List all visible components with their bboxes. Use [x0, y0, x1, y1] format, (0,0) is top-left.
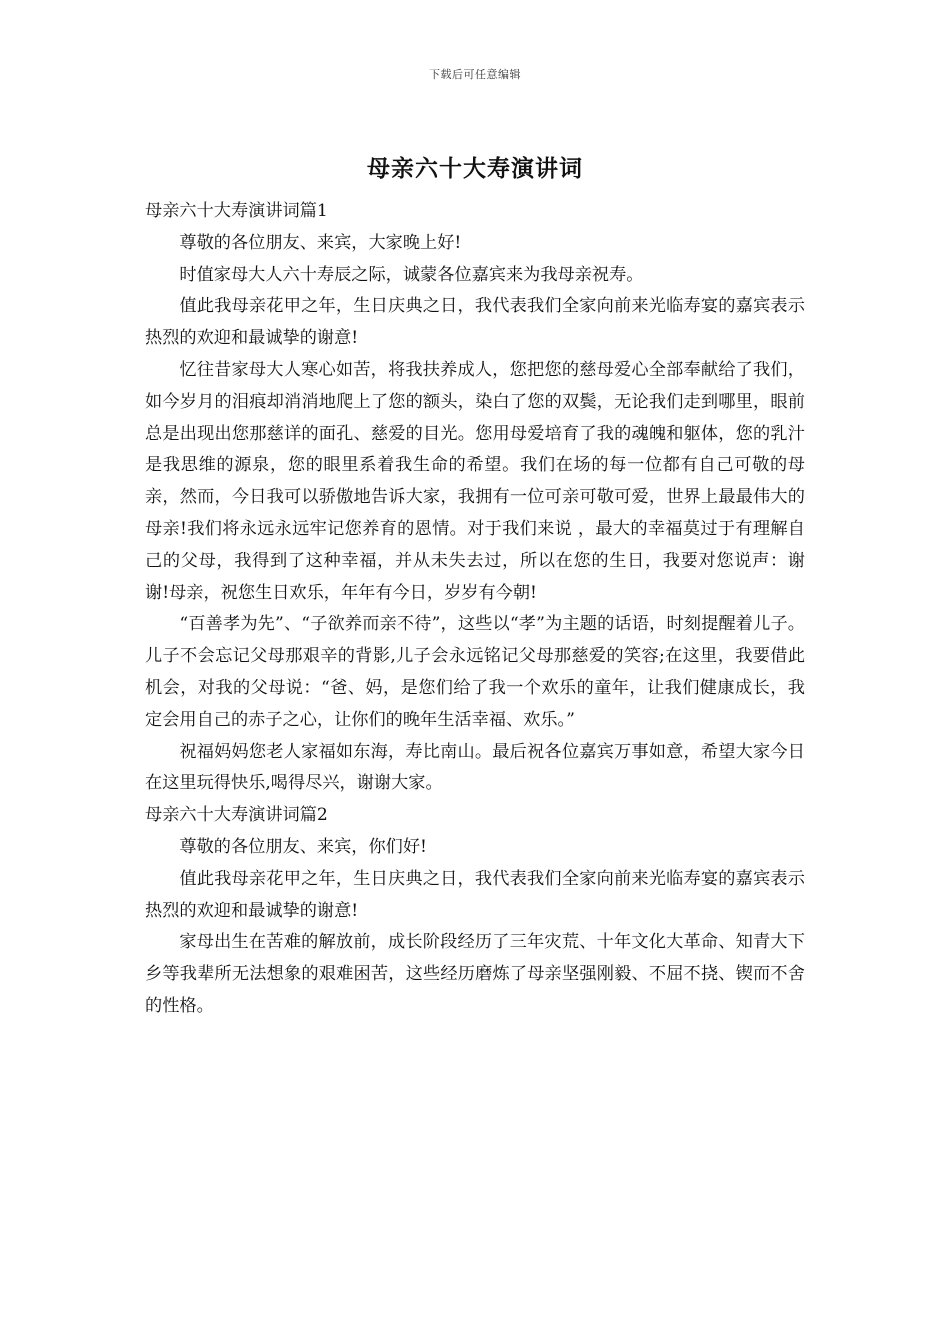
document-body	[145, 196, 805, 1023]
paragraph: 值此我母亲花甲之年，生日庆典之日，我代表我们全家向前来光临寿宴的嘉宾表示热烈的欢迎和最诚挚的谢意!	[145, 296, 805, 349]
paragraph: “百善孝为先”、“子欲养而亲不待”，这些以“孝”为主题的话语，时刻提醒着儿子。儿子不会忘记父母那艰辛的背影,儿子会永远铭记父母那慈爱的笑容;在这里，我要借此机会，对我的父母说：“爸、妈，是您们给了我一个欢乐的童年，让我们健康成长，我定会用自己的赤子之心，让你们的晚年生活幸福、欢乐。”	[145, 614, 805, 730]
paragraph: 家母出生在苦难的解放前，成长阶段经历了三年灾荒、十年文化大革命、知青大下乡等我辈所无法想象的艰难困苦，这些经历磨炼了母亲坚强刚毅、不屈不挠、锲而不舍的性格。	[145, 932, 805, 1016]
document-title: 母亲六十大寿演讲词	[367, 155, 583, 182]
paragraph: 尊敬的各位朋友、来宾，你们好!	[179, 836, 427, 857]
section-heading-2: 母亲六十大寿演讲词篇2	[145, 805, 328, 826]
paragraph: 祝福妈妈您老人家福如东海，寿比南山。最后祝各位嘉宾万事如意，希望大家今日在这里玩得快乐,喝得尽兴，谢谢大家。	[145, 741, 805, 794]
header-note: 下载后可任意编辑	[429, 68, 521, 81]
paragraph: 值此我母亲花甲之年，生日庆典之日，我代表我们全家向前来光临寿宴的嘉宾表示热烈的欢迎和最诚挚的谢意!	[145, 868, 805, 921]
paragraph: 忆往昔家母大人寒心如苦，将我扶养成人，您把您的慈母爱心全部奉献给了我们，如今岁月的泪痕却消消地爬上了您的额头，染白了您的双鬓，无论我们走到哪里，眼前总是出现出您那慈详的面孔、慈爱的目光。您用母爱培育了我的魂魄和躯体，您的乳汁是我思维的源泉，您的眼里系着我生命的希望。我们在场的每一位都有自己可敬的母亲，然而，今日我可以骄傲地告诉大家，我拥有一位可亲可敬可爱，世界上最最伟大的母亲!我们将永远永远牢记您养育的恩情。对于我们来说 ，最大的幸福莫过于有理解自己的父母，我得到了这种幸福，并从未失去过，所以在您的生日，我要对您说声：谢谢!母亲，祝您生日欢乐，年年有今日，岁岁有今朝!	[145, 359, 805, 603]
paragraph: 时值家母大人六十寿辰之际，诚蒙各位嘉宾来为我母亲祝寿。	[179, 264, 644, 285]
paragraph: 尊敬的各位朋友、来宾，大家晚上好!	[179, 232, 462, 253]
section-heading-1: 母亲六十大寿演讲词篇1	[145, 201, 328, 221]
